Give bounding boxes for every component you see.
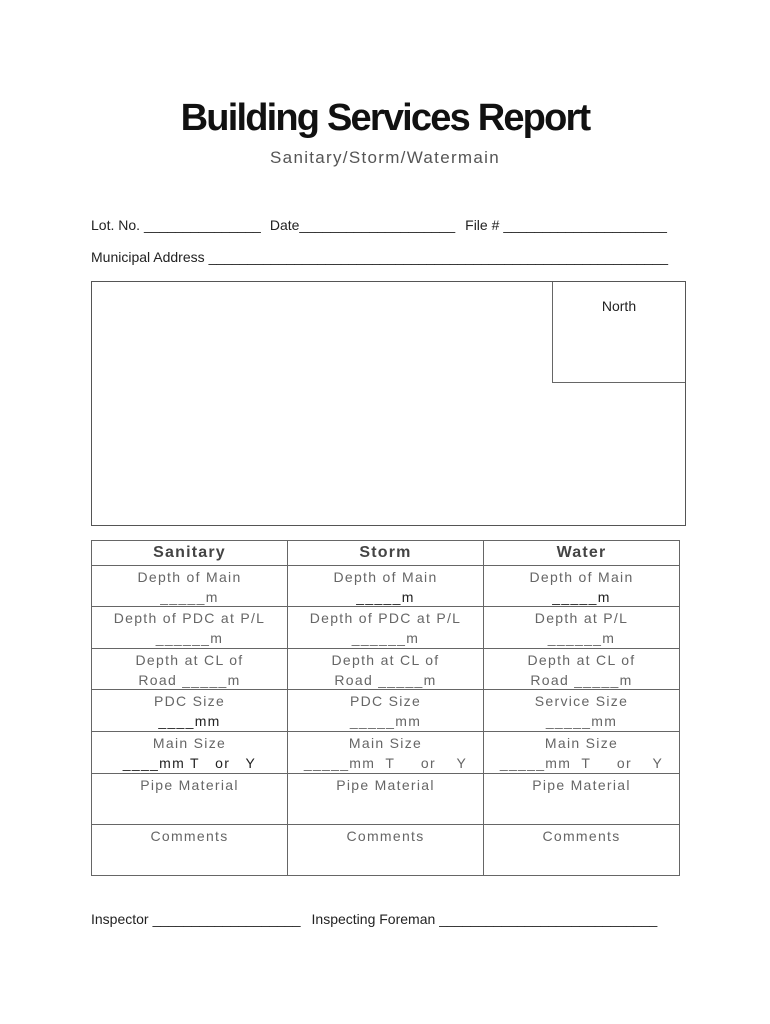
address-label: Municipal Address xyxy=(91,249,205,265)
cell-blank: ____mm xyxy=(158,713,221,729)
cell-blank: ______m xyxy=(547,630,616,646)
sanitary-pipe-material-cell xyxy=(92,774,288,825)
storm-depth-at-cl-cell xyxy=(288,649,484,690)
cell-label: PDC Size xyxy=(153,693,226,709)
sanitary-main-size-cell xyxy=(92,732,288,774)
lot-date-file-line xyxy=(91,216,731,234)
water-depth-at-pl-cell xyxy=(484,607,680,649)
inspector-label: Inspector xyxy=(91,911,149,927)
cell-blank: _____mm xyxy=(349,713,422,729)
foreman-label: Inspecting Foreman xyxy=(311,911,436,927)
cell-label: Comments xyxy=(542,828,621,844)
lot-blank: _______________ xyxy=(144,217,261,233)
cell-label: Comments xyxy=(346,828,425,844)
water-depth-at-cl-cell xyxy=(484,649,680,690)
cell-label: Depth of Main xyxy=(333,569,438,585)
file-label: File # xyxy=(465,217,500,233)
cell-blank: _____m xyxy=(160,589,219,605)
lot-label: Lot. No. xyxy=(91,217,141,233)
cell-blank: ______m xyxy=(351,630,420,646)
inspector-blank: ___________________ xyxy=(152,911,301,927)
cell-label: Depth at CL of xyxy=(331,652,440,668)
cell-blank: _____mm T or Y xyxy=(303,755,468,771)
cell-label: Comments xyxy=(150,828,229,844)
storm-main-size-cell xyxy=(288,732,484,774)
cell-blank: _____mm xyxy=(545,713,618,729)
municipal-address-line xyxy=(91,248,731,266)
cell-label: Pipe Material xyxy=(140,777,239,793)
water-comments-cell xyxy=(484,825,680,876)
cell-label: Depth at CL of xyxy=(135,652,244,668)
sanitary-depth-at-cl-cell xyxy=(92,649,288,690)
cell-label: Main Size xyxy=(544,735,619,751)
water-main-size-cell xyxy=(484,732,680,774)
cell-blank: Road _____m xyxy=(530,672,633,688)
north-arrow-box xyxy=(552,282,685,383)
cell-blank: Road _____m xyxy=(138,672,241,688)
cell-label: Depth of Main xyxy=(137,569,242,585)
sanitary-depth-at-pl-cell xyxy=(92,607,288,649)
water-service-size-cell xyxy=(484,690,680,732)
sanitary-comments-cell xyxy=(92,825,288,876)
cell-label: Main Size xyxy=(348,735,423,751)
cell-label: PDC Size xyxy=(349,693,422,709)
cell-label: Depth at CL of xyxy=(527,652,636,668)
cell-blank: _____m xyxy=(552,589,611,605)
report-subtitle: Sanitary/Storm/Watermain xyxy=(270,148,500,167)
cell-label: Main Size xyxy=(152,735,227,751)
cell-label: Depth at P/L xyxy=(534,610,629,626)
cell-blank: _____m xyxy=(356,589,415,605)
header-storm: Storm xyxy=(288,541,484,566)
cell-label: Service Size xyxy=(534,693,629,709)
storm-depth-of-main-cell xyxy=(288,566,484,607)
cell-label: Depth of Main xyxy=(529,569,634,585)
header-water: Water xyxy=(484,541,680,566)
cell-blank: ______m xyxy=(155,630,224,646)
sanitary-depth-of-main-cell xyxy=(92,566,288,607)
sanitary-pdc-size-cell xyxy=(92,690,288,732)
storm-depth-at-pl-cell xyxy=(288,607,484,649)
cell-label: Depth of PDC at P/L xyxy=(113,610,266,626)
site-sketch-box xyxy=(91,281,686,526)
north-label: North xyxy=(601,298,637,314)
file-blank: _____________________ xyxy=(503,217,667,233)
water-depth-of-main-cell xyxy=(484,566,680,607)
water-pipe-material-cell xyxy=(484,774,680,825)
date-label: Date xyxy=(269,217,300,233)
date-blank: ____________________ xyxy=(299,217,456,233)
foreman-blank: ____________________________ xyxy=(439,911,658,927)
cell-blank: Road _____m xyxy=(334,672,437,688)
cell-label: Depth of PDC at P/L xyxy=(309,610,462,626)
header-sanitary: Sanitary xyxy=(92,541,288,566)
services-table xyxy=(91,540,680,876)
storm-pipe-material-cell xyxy=(288,774,484,825)
storm-comments-cell xyxy=(288,825,484,876)
inspector-signature-line xyxy=(91,910,731,928)
cell-label: Pipe Material xyxy=(532,777,631,793)
cell-label: Pipe Material xyxy=(336,777,435,793)
report-title: Building Services Report xyxy=(180,97,590,139)
cell-blank: _____mm T or Y xyxy=(499,755,664,771)
storm-pdc-size-cell xyxy=(288,690,484,732)
cell-blank: ____mm T or Y xyxy=(122,755,257,771)
address-blank: ___________________________________________________________ xyxy=(208,249,669,265)
